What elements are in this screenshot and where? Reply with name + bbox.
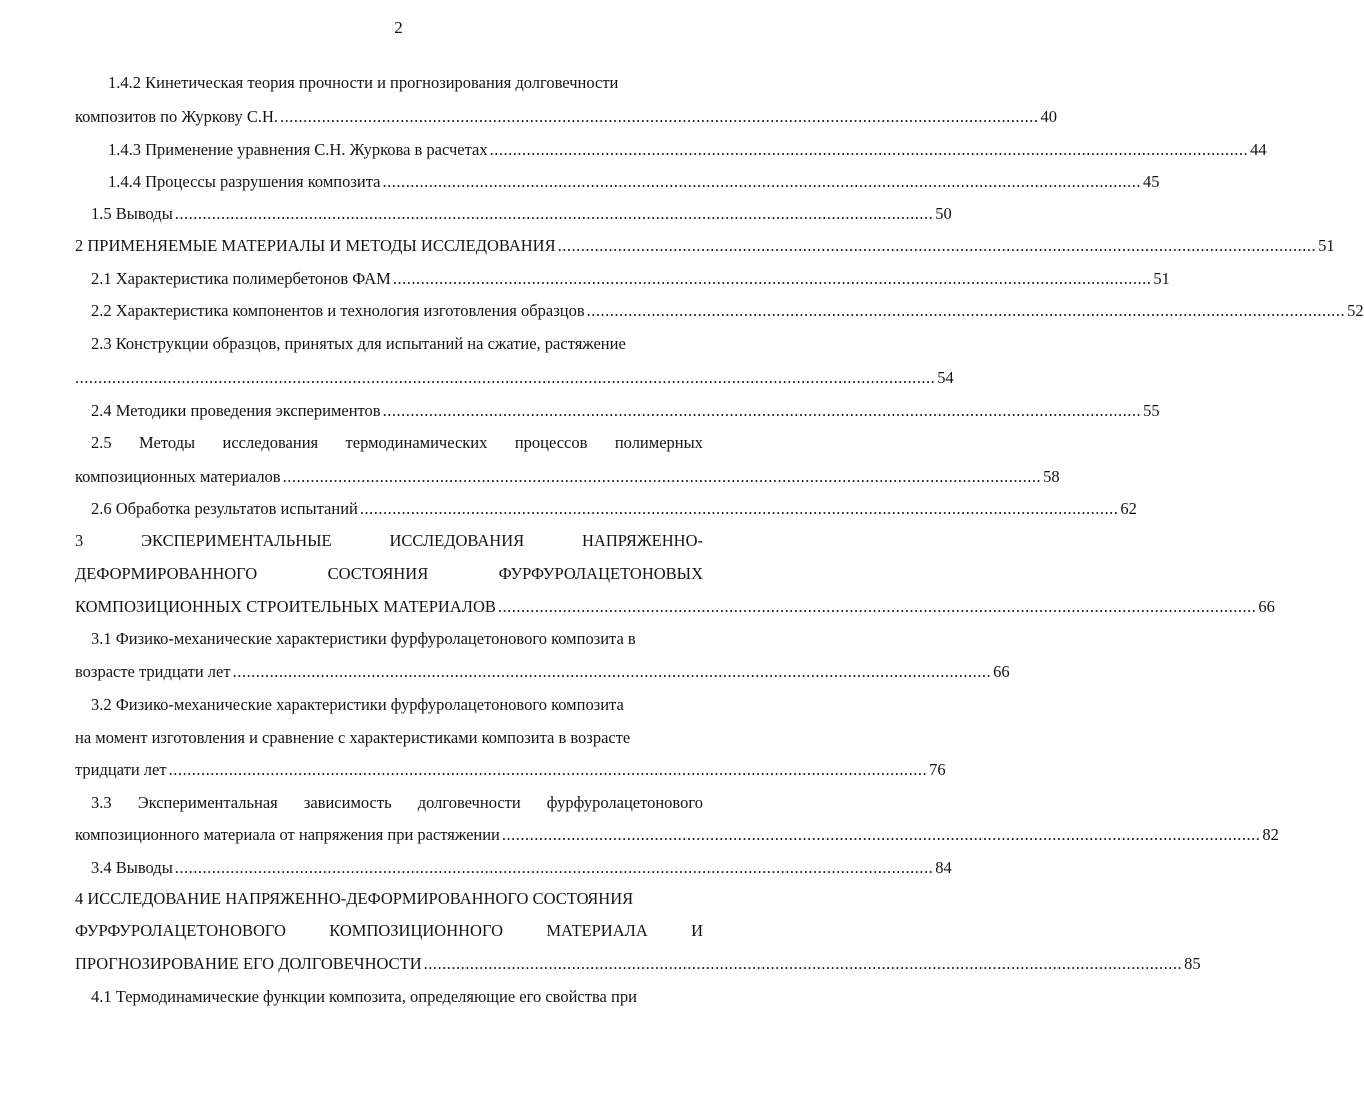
toc-page-number: 55 bbox=[1143, 401, 1160, 420]
toc-entry-1-4-3 bbox=[108, 137, 1267, 163]
word: зависимость bbox=[303, 793, 392, 812]
toc-entry-text: ПРОГНОЗИРОВАНИЕ ЕГО ДОЛГОВЕЧНОСТИ bbox=[75, 954, 422, 973]
toc-entry-text: композиционных материалов bbox=[75, 467, 281, 486]
word: ФУРФУРОЛАЦЕТОНОВЫХ bbox=[498, 564, 703, 583]
dot-leader: .................................................................................................................................................................... bbox=[557, 236, 1317, 255]
dot-leader: .................................................................................................................................................................... bbox=[280, 107, 1039, 126]
toc-entry-3-4 bbox=[91, 855, 952, 881]
word: исследования bbox=[222, 433, 319, 452]
toc-entry-2-5 bbox=[75, 464, 1060, 490]
word: ИССЛЕДОВАНИЯ bbox=[389, 531, 525, 550]
toc-entry-3-2-line2: на момент изготовления и сравнение с характеристиками композита в возрасте bbox=[75, 728, 631, 747]
toc-entry-text: композиционного материала от напряжения при растяжении bbox=[75, 825, 500, 844]
toc-page-number: 54 bbox=[937, 368, 954, 387]
word: Методы bbox=[139, 433, 196, 452]
toc-chapter-2 bbox=[75, 233, 1335, 259]
word: 3.3 bbox=[91, 793, 112, 812]
toc-entry-3-2 bbox=[75, 757, 946, 783]
toc-page-number: 44 bbox=[1250, 140, 1267, 159]
dot-leader: .................................................................................................................................................................... bbox=[168, 760, 928, 779]
toc-chapter-3 bbox=[75, 594, 1275, 620]
toc-entry-text: КОМПОЗИЦИОННЫХ СТРОИТЕЛЬНЫХ МАТЕРИАЛОВ bbox=[75, 597, 496, 616]
dot-leader: .................................................................................................................................................................... bbox=[392, 269, 1152, 288]
toc-page-number: 51 bbox=[1318, 236, 1335, 255]
toc-chapter-3-line1 bbox=[75, 528, 703, 554]
toc-entry-1-4-2-line1: 1.4.2 Кинетическая теория прочности и прогнозирования долговечности bbox=[108, 73, 619, 92]
toc-chapter-4-line2 bbox=[75, 918, 703, 944]
toc-entry-2-2 bbox=[91, 298, 1364, 324]
dot-leader: .................................................................................................................................................................... bbox=[586, 301, 1346, 320]
word: 2.5 bbox=[91, 433, 112, 452]
word: фурфуролацетонового bbox=[546, 793, 703, 812]
toc-page-number: 66 bbox=[1258, 597, 1275, 616]
toc-entry-2-3-line1: 2.3 Конструкции образцов, принятых для испытаний на сжатие, растяжение bbox=[91, 334, 626, 353]
word: МАТЕРИАЛА bbox=[546, 921, 648, 940]
toc-entry-text: 2.4 Методики проведения экспериментов bbox=[91, 401, 381, 420]
toc-page-number: 52 bbox=[1347, 301, 1364, 320]
dot-leader: .......................................................................................................................................................................................... bbox=[75, 368, 936, 387]
toc-entry-text: 2.2 Характеристика компонентов и технология изготовления образцов bbox=[91, 301, 585, 320]
toc-page-number: 58 bbox=[1043, 467, 1060, 486]
toc-chapter-3-line2 bbox=[75, 561, 703, 587]
toc-entry-text: возрасте тридцати лет bbox=[75, 662, 231, 681]
toc-entry-text: 2.6 Обработка результатов испытаний bbox=[91, 499, 358, 518]
dot-leader: .................................................................................................................................................................... bbox=[489, 140, 1249, 159]
toc-entry-2-3 bbox=[75, 365, 954, 391]
word: И bbox=[691, 921, 703, 940]
toc-page-number: 62 bbox=[1120, 499, 1137, 518]
dot-leader: .................................................................................................................................................................... bbox=[282, 467, 1042, 486]
toc-entry-text: композитов по Журкову С.Н. bbox=[75, 107, 279, 126]
toc-entry-text: 2 ПРИМЕНЯЕМЫЕ МАТЕРИАЛЫ И МЕТОДЫ ИССЛЕДОВАНИЯ bbox=[75, 236, 556, 255]
word: процессов bbox=[514, 433, 588, 452]
toc-page-number: 82 bbox=[1262, 825, 1279, 844]
word: СОСТОЯНИЯ bbox=[327, 564, 429, 583]
toc-entry-4-1-line1: 4.1 Термодинамические функции композита, определяющие его свойства при bbox=[91, 987, 637, 1006]
toc-entry-3-3 bbox=[75, 822, 1279, 848]
word: долговечности bbox=[417, 793, 521, 812]
dot-leader: .................................................................................................................................................................... bbox=[359, 499, 1119, 518]
dot-leader: .................................................................................................................................................................... bbox=[501, 825, 1261, 844]
word: КОМПОЗИЦИОННОГО bbox=[329, 921, 504, 940]
toc-entry-1-5 bbox=[91, 201, 952, 227]
toc-page-number: 50 bbox=[935, 204, 952, 223]
toc-entry-3-2-line1: 3.2 Физико-механические характеристики фурфуролацетонового композита bbox=[91, 695, 624, 714]
dot-leader: .................................................................................................................................................................... bbox=[423, 954, 1183, 973]
word: ЭКСПЕРИМЕНТАЛЬНЫЕ bbox=[141, 531, 332, 550]
toc-entry-1-4-2 bbox=[75, 104, 1058, 130]
toc-page-number: 85 bbox=[1184, 954, 1201, 973]
toc-page-number: 51 bbox=[1153, 269, 1170, 288]
toc-entry-1-4-4 bbox=[108, 169, 1160, 195]
toc-entry-text: 1.5 Выводы bbox=[91, 204, 173, 223]
toc-entry-3-1-line1: 3.1 Физико-механические характеристики фурфуролацетонового композита в bbox=[91, 629, 636, 648]
dot-leader: .................................................................................................................................................................... bbox=[382, 172, 1141, 191]
word: 3 bbox=[75, 531, 84, 550]
toc-page-number: 84 bbox=[935, 858, 952, 877]
word: ДЕФОРМИРОВАННОГО bbox=[75, 564, 258, 583]
toc-entry-2-6 bbox=[91, 496, 1137, 522]
word: ФУРФУРОЛАЦЕТОНОВОГО bbox=[75, 921, 286, 940]
toc-entry-3-1 bbox=[75, 659, 1010, 685]
toc-chapter-4 bbox=[75, 951, 1201, 977]
word: термодинамических bbox=[345, 433, 488, 452]
dot-leader: .................................................................................................................................................................... bbox=[174, 204, 934, 223]
toc-chapter-4-line1: 4 ИССЛЕДОВАНИЕ НАПРЯЖЕННО-ДЕФОРМИРОВАННОГО СОСТОЯНИЯ bbox=[75, 889, 634, 908]
toc-page-number: 76 bbox=[929, 760, 946, 779]
toc-entry-text: 3.4 Выводы bbox=[91, 858, 173, 877]
toc-entry-text: 1.4.3 Применение уравнения С.Н. Журкова в расчетах bbox=[108, 140, 488, 159]
toc-page-number: 40 bbox=[1040, 107, 1058, 126]
dot-leader: .................................................................................................................................................................... bbox=[174, 858, 934, 877]
toc-entry-text: тридцати лет bbox=[75, 760, 167, 779]
word: полимерных bbox=[614, 433, 703, 452]
dot-leader: .................................................................................................................................................................... bbox=[232, 662, 992, 681]
page-number: 2 bbox=[394, 18, 403, 37]
dot-leader: .................................................................................................................................................................... bbox=[497, 597, 1257, 616]
toc-entry-2-1 bbox=[91, 266, 1170, 292]
toc-entry-text: 1.4.4 Процессы разрушения композита bbox=[108, 172, 381, 191]
toc-entry-text: 2.1 Характеристика полимербетонов ФАМ bbox=[91, 269, 391, 288]
toc-page-number: 66 bbox=[993, 662, 1010, 681]
word: Экспериментальная bbox=[137, 793, 278, 812]
toc-entry-3-3-line1 bbox=[91, 790, 703, 816]
toc-entry-2-5-line1 bbox=[91, 430, 703, 456]
toc-entry-2-4 bbox=[91, 398, 1160, 424]
word: НАПРЯЖЕННО- bbox=[581, 531, 703, 550]
dot-leader: .................................................................................................................................................................... bbox=[382, 401, 1142, 420]
toc-page-number: 45 bbox=[1142, 172, 1160, 191]
